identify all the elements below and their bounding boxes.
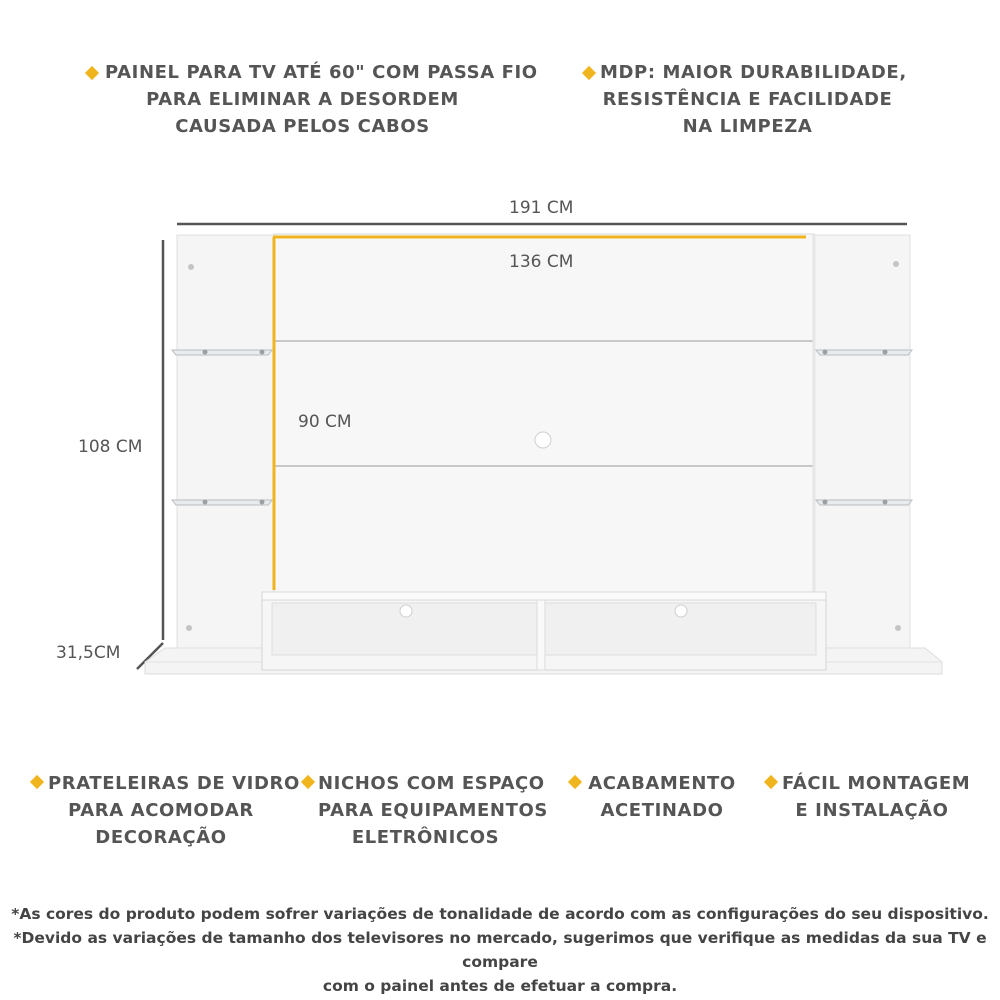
feature-line: PARA EQUIPAMENTOS bbox=[318, 800, 548, 821]
screw bbox=[893, 261, 899, 267]
feature-line: CAUSADA PELOS CABOS bbox=[175, 116, 430, 137]
cable-hole bbox=[400, 605, 412, 617]
cable-hole bbox=[675, 605, 687, 617]
feature-line: ELETRÔNICOS bbox=[351, 827, 500, 848]
depth-label: 31,5CM bbox=[56, 643, 121, 663]
feature-line: PRATELEIRAS DE VIDRO bbox=[48, 773, 300, 794]
feature-line: NA LIMPEZA bbox=[682, 116, 813, 137]
disclaimer-line: *As cores do produto podem sofrer variações de tonalidade de acordo com as configurações do seu dispositivo. bbox=[11, 905, 989, 923]
feature-line: ACETINADO bbox=[600, 800, 724, 821]
screw bbox=[188, 264, 194, 270]
screw bbox=[895, 625, 901, 631]
cable-hole bbox=[535, 432, 551, 448]
total-height-label: 108 CM bbox=[78, 437, 143, 457]
panel-center bbox=[274, 234, 814, 592]
glass-shelf-left-bottom bbox=[172, 500, 272, 506]
rack-niches bbox=[262, 592, 826, 670]
feature-easy-assembly bbox=[782, 770, 971, 824]
feature-line: DECORAÇÃO bbox=[95, 827, 227, 848]
disclaimer-line: com o painel antes de efetuar a compra. bbox=[322, 977, 678, 995]
feature-line: RESISTÊNCIA E FACILIDADE bbox=[602, 89, 893, 110]
feature-glass-shelves bbox=[48, 770, 300, 851]
total-width-label: 191 CM bbox=[509, 198, 574, 218]
center-height-label: 90 CM bbox=[298, 412, 352, 432]
feature-line: FÁCIL MONTAGEM bbox=[782, 773, 971, 794]
center-width-label: 136 CM bbox=[509, 252, 574, 272]
feature-line: MDP: MAIOR DURABILIDADE, bbox=[600, 62, 907, 83]
disclaimer-line: *Devido as variações de tamanho dos televisores no mercado, sugerimos que verifique as medidas da sua TV e compare bbox=[13, 929, 987, 971]
feature-line: E INSTALAÇÃO bbox=[795, 800, 949, 821]
feature-line: ACABAMENTO bbox=[588, 773, 736, 794]
glass-shelf-right-top bbox=[816, 350, 912, 356]
glass-shelf-left-top bbox=[172, 350, 272, 356]
screw bbox=[186, 625, 192, 631]
feature-niches bbox=[318, 770, 548, 851]
disclaimer-notes bbox=[0, 902, 1000, 998]
feature-line: NICHOS COM ESPAÇO bbox=[318, 773, 545, 794]
feature-finish bbox=[588, 770, 736, 824]
feature-line: PARA ACOMODAR bbox=[68, 800, 254, 821]
feature-line: PAINEL PARA TV ATÉ 60" COM PASSA FIO bbox=[105, 62, 538, 83]
glass-shelf-right-bottom bbox=[816, 500, 912, 506]
feature-line: PARA ELIMINAR A DESORDEM bbox=[146, 89, 459, 110]
